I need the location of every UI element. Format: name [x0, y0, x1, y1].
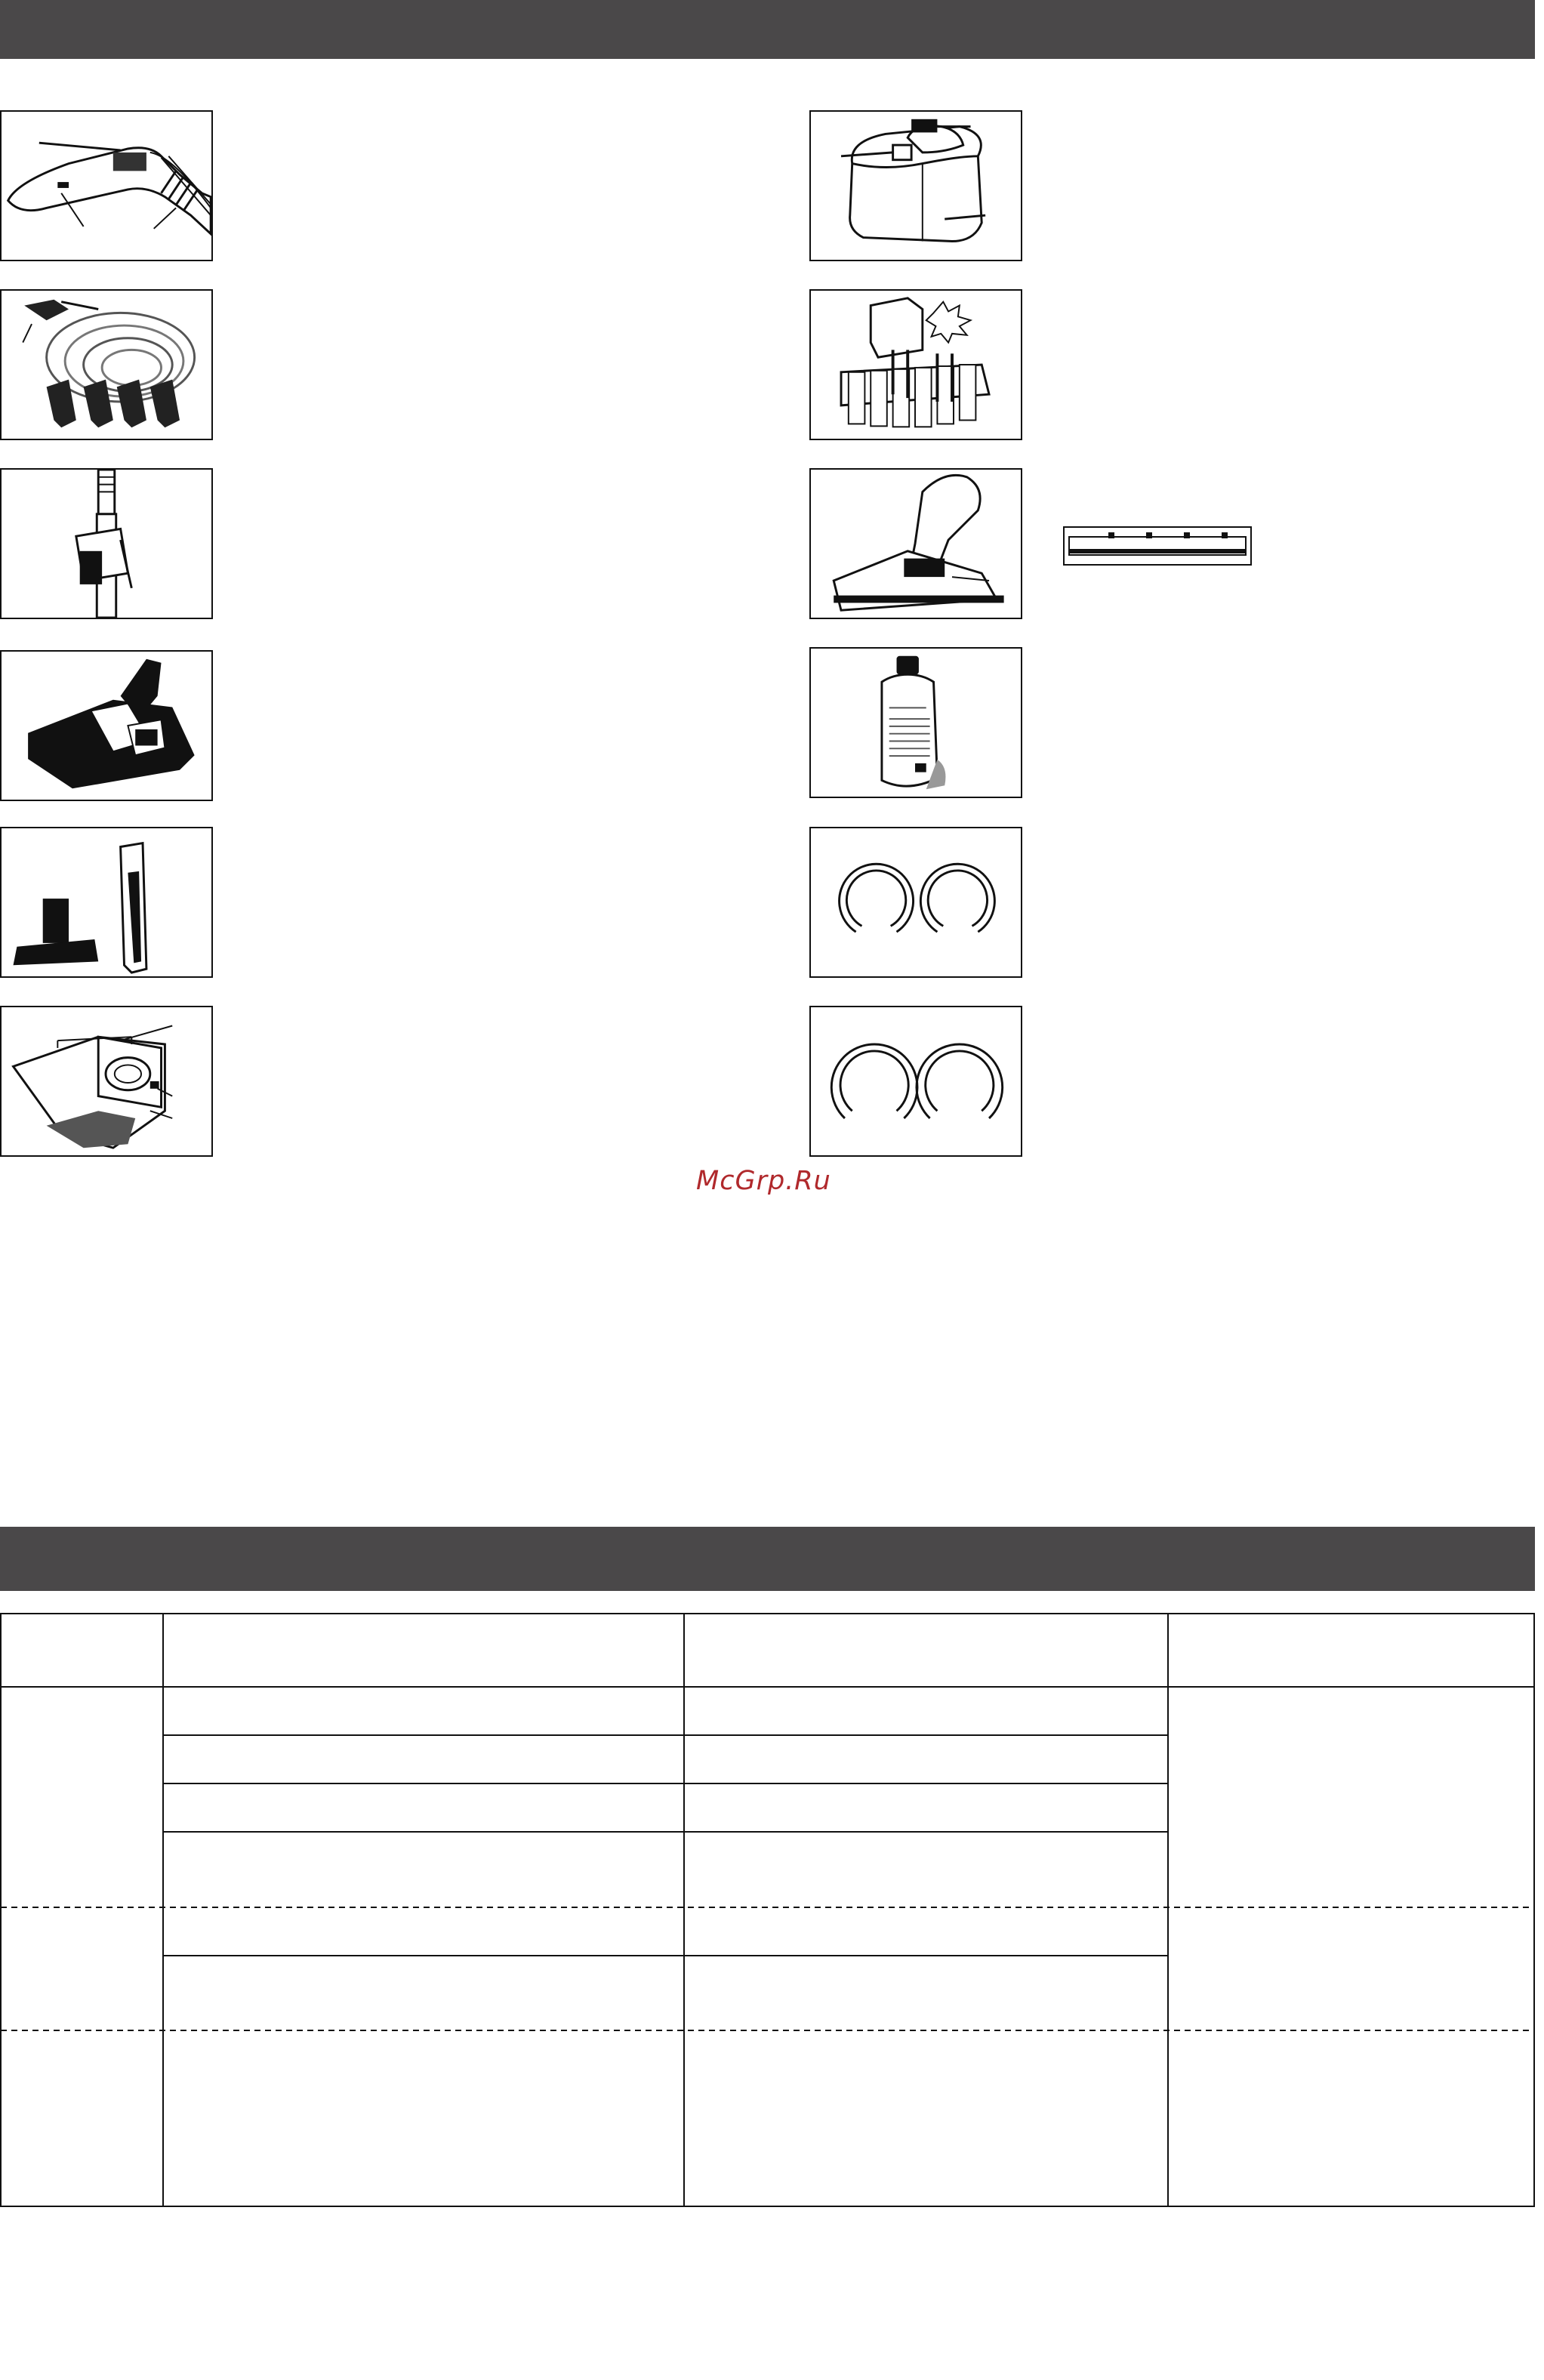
figure-window-nozzle	[809, 468, 1022, 619]
hose-handle-icon	[2, 112, 211, 260]
figure-filter-bag	[0, 1006, 213, 1157]
figure-floor-nozzle	[0, 650, 213, 801]
clip-rings-icon	[811, 1007, 1021, 1155]
window-nozzle-blade-detail	[1063, 526, 1252, 566]
figure-clip-rings-large	[809, 1006, 1022, 1157]
watermark: McGrp.Ru	[696, 1166, 831, 1196]
figure-small-nozzles	[0, 827, 213, 978]
clip-rings-icon	[811, 828, 1021, 976]
floor-nozzle-icon	[2, 652, 211, 800]
troubleshooting-table	[0, 1613, 1535, 2207]
top-header-bar	[0, 0, 1535, 59]
cable-coil-icon	[2, 291, 211, 439]
descaling-insert-icon	[811, 291, 1021, 439]
crevice-nozzle-icon	[2, 828, 211, 976]
figure-water-tank	[809, 110, 1022, 261]
section-header-bar	[0, 1527, 1535, 1591]
filter-bag-icon	[2, 1007, 211, 1155]
blade-strip-icon	[1063, 526, 1252, 566]
detergent-bottle-icon	[811, 649, 1021, 797]
window-nozzle-icon	[811, 470, 1021, 618]
figure-descaling-insert	[809, 289, 1022, 440]
figure-clip-rings-small	[809, 827, 1022, 978]
figure-cable-accessories	[0, 289, 213, 440]
water-tank-icon	[811, 112, 1021, 260]
figure-hose-handle	[0, 110, 213, 261]
tube-clip-icon	[2, 470, 211, 618]
table-grid	[0, 1613, 1535, 2207]
figure-detergent-bottle	[809, 647, 1022, 798]
figure-tube-clip	[0, 468, 213, 619]
